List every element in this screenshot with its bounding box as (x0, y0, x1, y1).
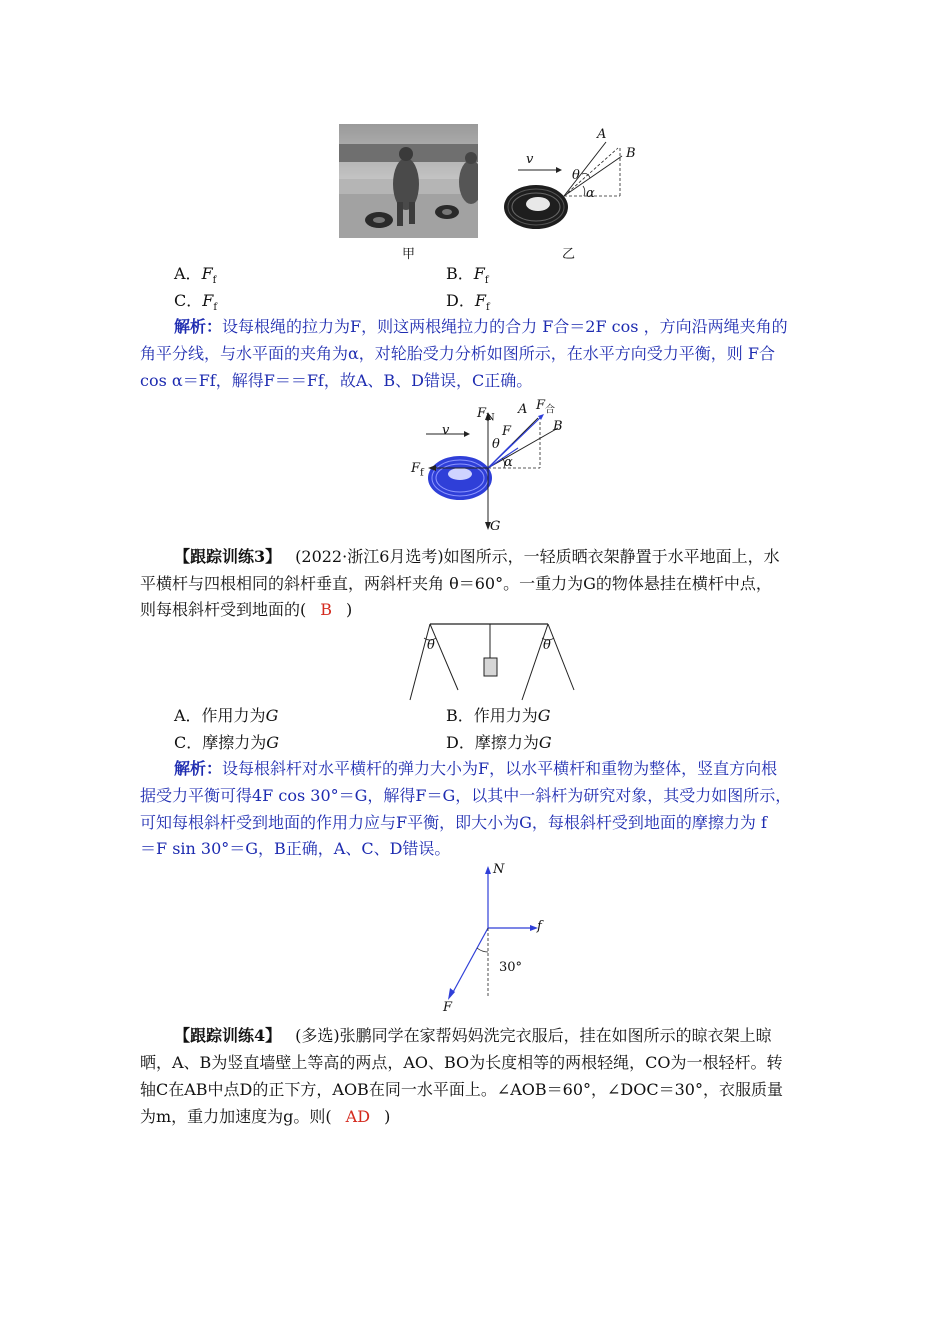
analysis-2-line-1: 解析：设每根绳的拉力为F，则这两根绳拉力的合力 F合＝2F cos ，方向沿两绳夹角的 (174, 317, 788, 336)
tire-diagram-yi (498, 124, 648, 244)
q3-option-a: A．作用力为G (174, 706, 279, 725)
q3-line-1: 【跟踪训练3】 (2022·浙江6月选考)如图所示，一轻质晒衣架静置于水平地面上，水 (174, 547, 780, 566)
label-a2: A (518, 402, 528, 417)
label-theta-right: θ (543, 638, 551, 653)
caption-yi: 乙 (562, 247, 576, 262)
label-b: B (626, 146, 636, 161)
label-n: N (493, 862, 505, 877)
option-d: D．$F_f$ (446, 291, 490, 314)
label-v: v (526, 152, 534, 167)
q3-line-3: 则每根斜杆受到地面的( B ) (140, 600, 353, 619)
q4-line-2: 晒，A、B为竖直墙壁上等高的两点，AO、BO为长度相等的两根轻绳，CO为一根轻杆。转 (140, 1053, 783, 1072)
q4-line-3: 轴C在AB中点D的正下方，AOB在同一水平面上。∠AOB＝60°，∠DOC＝30°，衣服质量 (140, 1080, 783, 1099)
label-theta2: θ (492, 437, 500, 452)
label-f2: F (502, 424, 512, 439)
analysis-3-line-1: 解析：设每根斜杆对水平横杆的弹力大小为F，以水平横杆和重物为整体，竖直方向根 (174, 759, 778, 778)
q3-option-d: D．摩擦力为G (446, 733, 552, 752)
label-ff: $F_f$ (411, 461, 424, 479)
option-a: A．$F_f$ (174, 264, 217, 287)
option-c: C．$F_f$ (174, 291, 218, 314)
q3-option-b: B．作用力为G (446, 706, 551, 725)
label-theta-left: θ (427, 638, 435, 653)
label-g: G (490, 519, 501, 534)
label-30deg: 30° (499, 960, 523, 975)
analysis-3-line-2: 据受力平衡可得4F cos 30°＝G，解得F＝G，以其中一斜杆为研究对象，其受力如图所示， (140, 786, 792, 805)
label-a: A (597, 127, 607, 142)
photo-jia (339, 124, 478, 238)
q4-line-4: 为m，重力加速度为g。则( AD ) (140, 1107, 391, 1126)
label-f-he: $F_合$ (536, 398, 556, 416)
analysis-2-line-3: cos α＝Ff，解得F＝＝Ff，故A、B、D错误，C正确。 (140, 371, 533, 390)
label-alpha2: α (504, 455, 513, 470)
option-b: B．$F_f$ (446, 264, 489, 287)
caption-jia: 甲 (402, 247, 416, 262)
rod-force-diagram (440, 860, 560, 1020)
analysis-3-line-3: 可知每根斜杆受到地面的作用力应与F平衡，即大小为G，每根斜杆受到地面的摩擦力为 f (140, 813, 767, 832)
drying-rack-diagram (404, 620, 578, 704)
analysis-2-line-2: 角平分线，与水平面的夹角为α，对轮胎受力分析如图所示，在水平方向受力平衡，则 F合 (140, 344, 775, 363)
label-v2: v (442, 423, 450, 438)
q3-option-c: C．摩擦力为G (174, 733, 280, 752)
q4-line-1: 【跟踪训练4】 (多选)张鹏同学在家帮妈妈洗完衣服后，挂在如图所示的晾衣架上晾 (174, 1026, 772, 1045)
q3-line-2: 平横杆与四根相同的斜杆垂直，两斜杆夹角 θ＝60°。一重力为G的物体悬挂在横杆中点， (140, 574, 772, 593)
label-theta: θ (572, 168, 580, 183)
label-b2: B (553, 419, 563, 434)
label-f-big: F (443, 1000, 453, 1015)
label-f-small: f (537, 919, 542, 934)
label-alpha: α (586, 186, 595, 201)
analysis-3-line-4: ＝F sin 30°＝G，B正确，A、C、D错误。 (140, 839, 451, 858)
label-fn: $F_N$ (477, 406, 495, 424)
